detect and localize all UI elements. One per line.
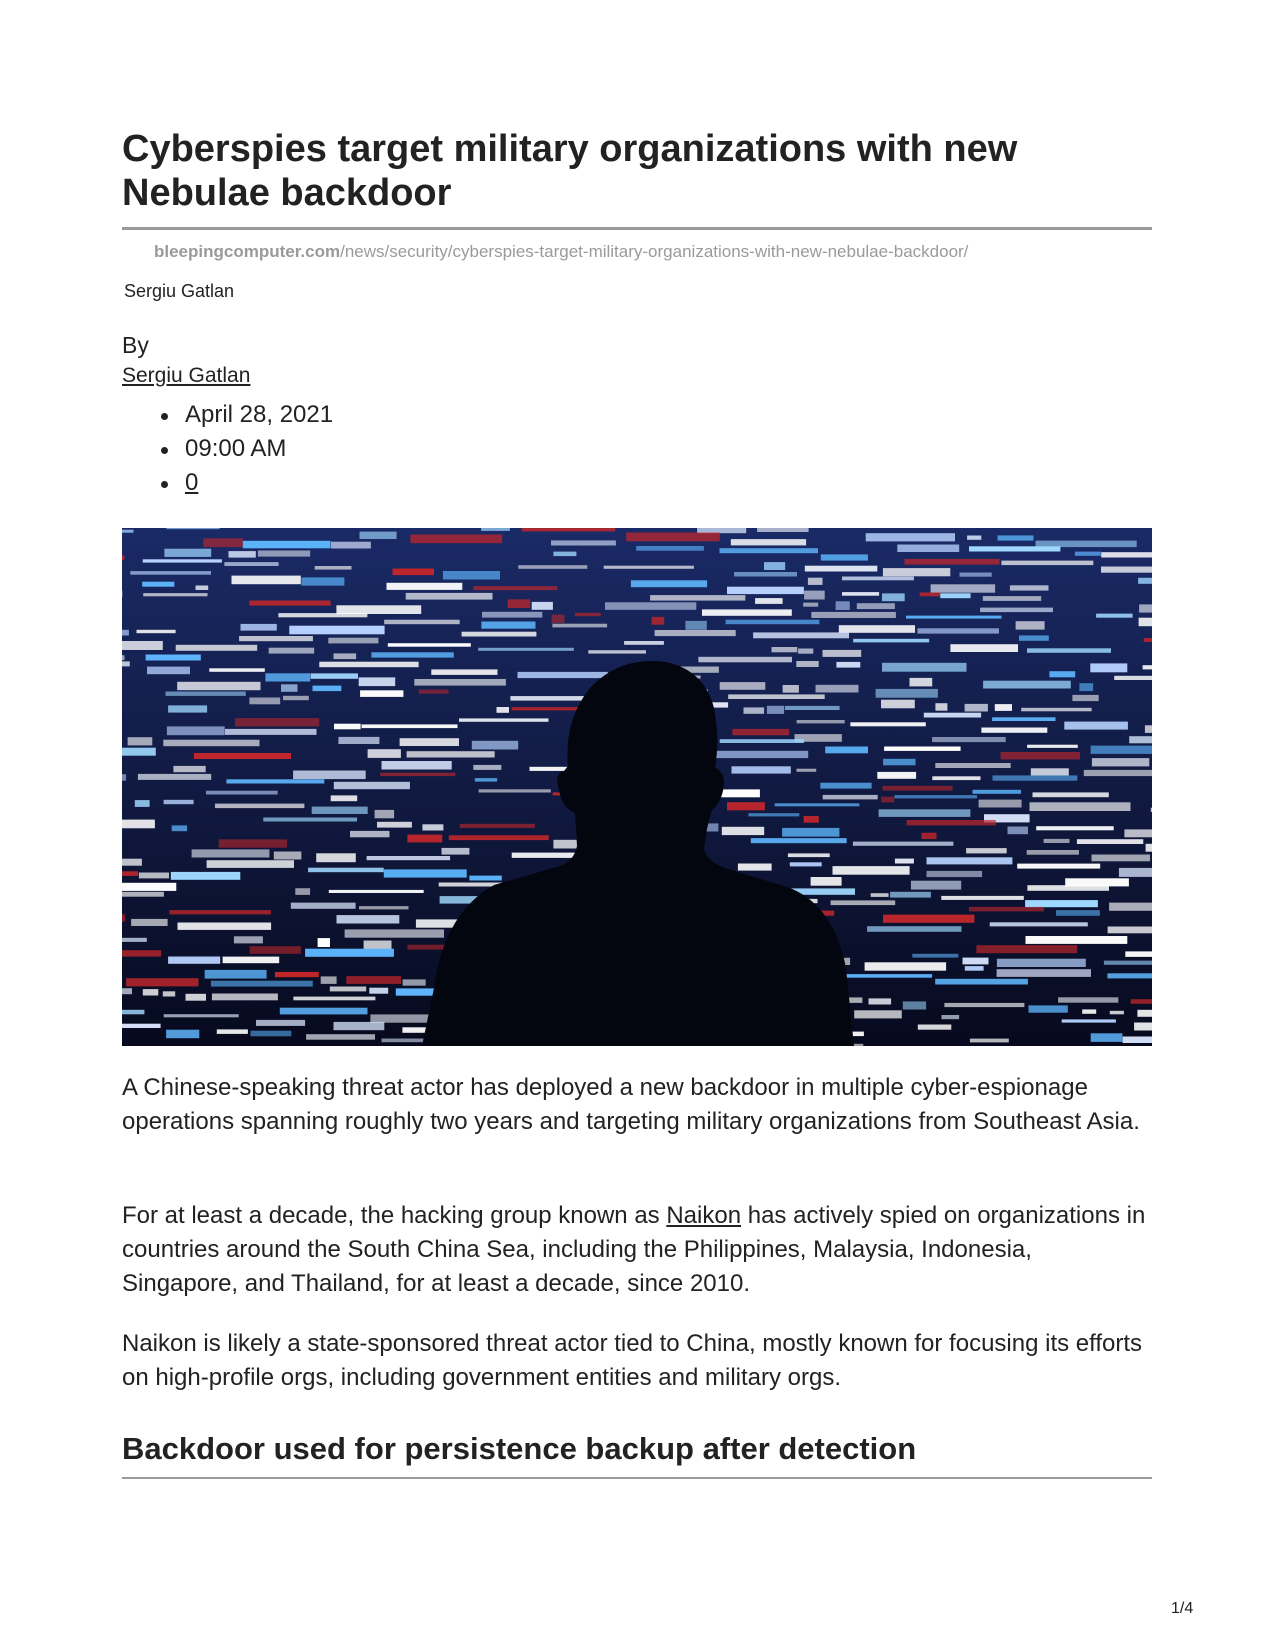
hero-image [122, 528, 1152, 1046]
source-path: /news/security/cyberspies-target-military-organizations-with-new-nebulae-backdoor/ [340, 242, 969, 261]
source-url [154, 241, 968, 263]
comments-item [185, 466, 333, 500]
article-paragraph-3: Naikon is likely a state-sponsored threat actor tied to China, mostly known for focusing its efforts on high-profile orgs, including government entities and military orgs. [122, 1330, 1143, 1391]
author-name: Sergiu Gatlan [124, 281, 235, 301]
article-paragraph-1: A Chinese-speaking threat actor has deployed a new backdoor in multiple cyber-espionage operations spanning roughly two years and targeting military organizations from Southeast Asia. [122, 1074, 1140, 1135]
title-divider [122, 227, 1152, 230]
article-paragraph-2 [122, 1199, 1152, 1301]
naikon-link[interactable]: Naikon [666, 1202, 742, 1229]
paragraph-2-intro: For at least a decade, the hacking group known as [122, 1202, 667, 1229]
page-number: 1/4 [1171, 1600, 1194, 1617]
paragraph-2-rest: has actively spied on organizations in countries around the South China Sea, including the Philippines, Malaysia, Indonesia, Singapore, and Thailand, for at least a decade, since 2010. [122, 1202, 1146, 1297]
article-meta-list [122, 398, 333, 500]
publish-date: April 28, 2021 [185, 398, 333, 432]
article-title [122, 127, 1152, 215]
by-label: By [122, 332, 149, 358]
comments-count-link[interactable]: 0 [185, 469, 199, 496]
silhouette-data-screen-image [122, 528, 1152, 1046]
author-link[interactable]: Sergiu Gatlan [122, 364, 251, 387]
article-title-line-1: Cyberspies target military organizations with new [122, 128, 1018, 170]
source-domain: bleepingcomputer.com [154, 242, 341, 261]
article-title-line-2: Nebulae backdoor [122, 172, 452, 214]
publish-time: 09:00 AM [185, 432, 333, 466]
section-divider [122, 1477, 1152, 1479]
section-heading: Backdoor used for persistence backup after detection [122, 1431, 917, 1466]
